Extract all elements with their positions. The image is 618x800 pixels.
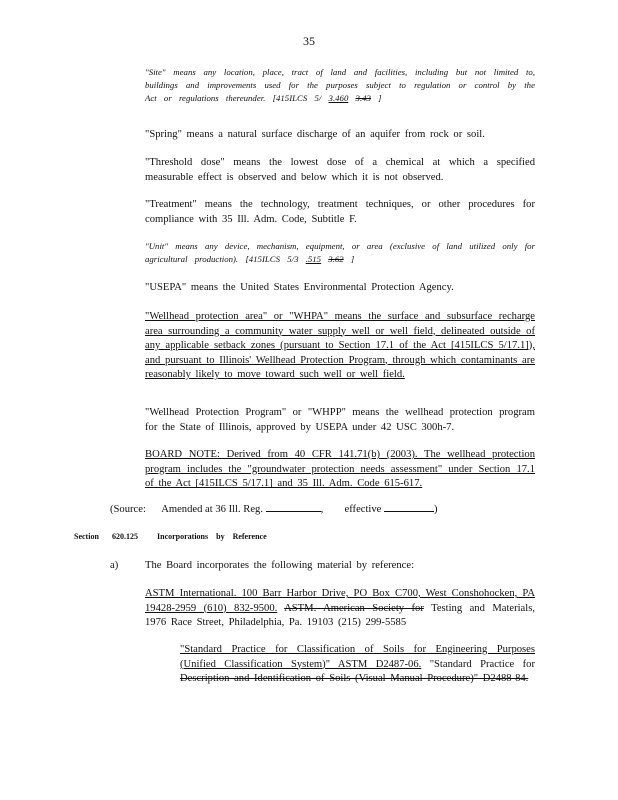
- source-close: ): [434, 504, 438, 515]
- source-note: (Source: Amended at 36 Ill. Reg. , effective ): [110, 504, 438, 515]
- standard-rest: "Standard Practice for: [429, 658, 535, 670]
- definition-usepa: "USEPA" means the United States Environmental Protection Agency.: [145, 282, 454, 293]
- source-effective: effective: [344, 504, 382, 515]
- definition-whpp: "Wellhead Protection Program" or "WHPP" means the wellhead protection program for the State of Illinois, approved by USEPA under 42 USC 300h-7.: [145, 407, 535, 433]
- definition-treatment: "Treatment" means the technology, treatment techniques, or other procedures for compliance with 35 Ill. Adm. Code, Subtitle F.: [145, 199, 535, 225]
- inserted-text: .515: [305, 254, 322, 264]
- deleted-text: 3.43: [355, 93, 371, 103]
- astm-rest: Testing and Materials, 1976 Race Street, Philadelphia, Pa. 19103 (215) 299-5585: [145, 602, 535, 628]
- effective-blank: [384, 511, 434, 512]
- definition-whpa: "Wellhead protection area" or "WHPA" means the surface and subsurface recharge area surrounding a community water supply well or well field, delineated outside of any applicable setback zones (pursuant to Section 17.1 of the Act [415ILCS 5/17.1]), and pursuant to Illinois' Wellhead Protection Program, through which contaminants are reasonably likely to move toward such well or well field.: [145, 311, 535, 380]
- definition-threshold-dose: "Threshold dose" means the lowest dose of a chemical at which a specified measurable effect is observed and below which it is not observed.: [145, 157, 535, 183]
- item-marker: a): [110, 560, 119, 571]
- bracket: ]: [350, 254, 355, 264]
- inserted-text: ASTM International. 100 Barr Harbor Drive, PO Box C700, West Conshohocken, PA 19428-2959 (610) 832-9500.: [145, 588, 535, 614]
- deleted-text: Description and Identification of Soils (Visual Manual Procedure)" D2488-84.: [180, 673, 529, 684]
- section-label: Section: [74, 532, 99, 541]
- definition-unit-text: "Unit" means any device, mechanism, equipment, or area (exclusive of land utilized only for agricultural production). [415ILCS 5/3: [145, 241, 535, 264]
- section-title: Incorporations by Reference: [157, 532, 267, 541]
- definition-unit: [145, 240, 535, 266]
- board-note: BOARD NOTE: Derived from 40 CFR 141.71(b) (2003). The wellhead protection program includes the "groundwater protection needs assessment" under Section 17.1 of the Act [415ILCS 5/17.1] and 35 Ill. Adm. Code 615-617.: [145, 449, 535, 489]
- item-intro: The Board incorporates the following material by reference:: [145, 560, 415, 571]
- astm-address: [145, 587, 535, 631]
- inserted-text: "Standard Practice for Classification of Soils for Engineering Purposes (Unified Classification System)" ASTM D2487-06.: [180, 644, 535, 670]
- definition-site-text: "Site" means any location, place, tract of land and facilities, including but not limited to, buildings and improvements used for the purposes subject to regulation or control by the Act or regulations thereunder. [415ILCS 5/: [145, 67, 535, 103]
- inserted-text: 3.460: [328, 93, 349, 103]
- page-number: 35: [303, 34, 315, 48]
- definition-site: [145, 66, 535, 105]
- definition-spring: "Spring" means a natural surface discharge of an aquifer from rock or soil.: [145, 129, 485, 140]
- deleted-text: ASTM. American Society for: [284, 602, 424, 614]
- section-number: 620.125: [112, 532, 138, 541]
- deleted-text: 3.62: [328, 254, 344, 264]
- register-blank: [266, 511, 321, 512]
- source-label: (Source:: [110, 504, 146, 515]
- bracket: ]: [378, 93, 382, 103]
- astm-standard: [180, 643, 535, 687]
- source-amended: Amended at 36 Ill. Reg.: [161, 504, 263, 515]
